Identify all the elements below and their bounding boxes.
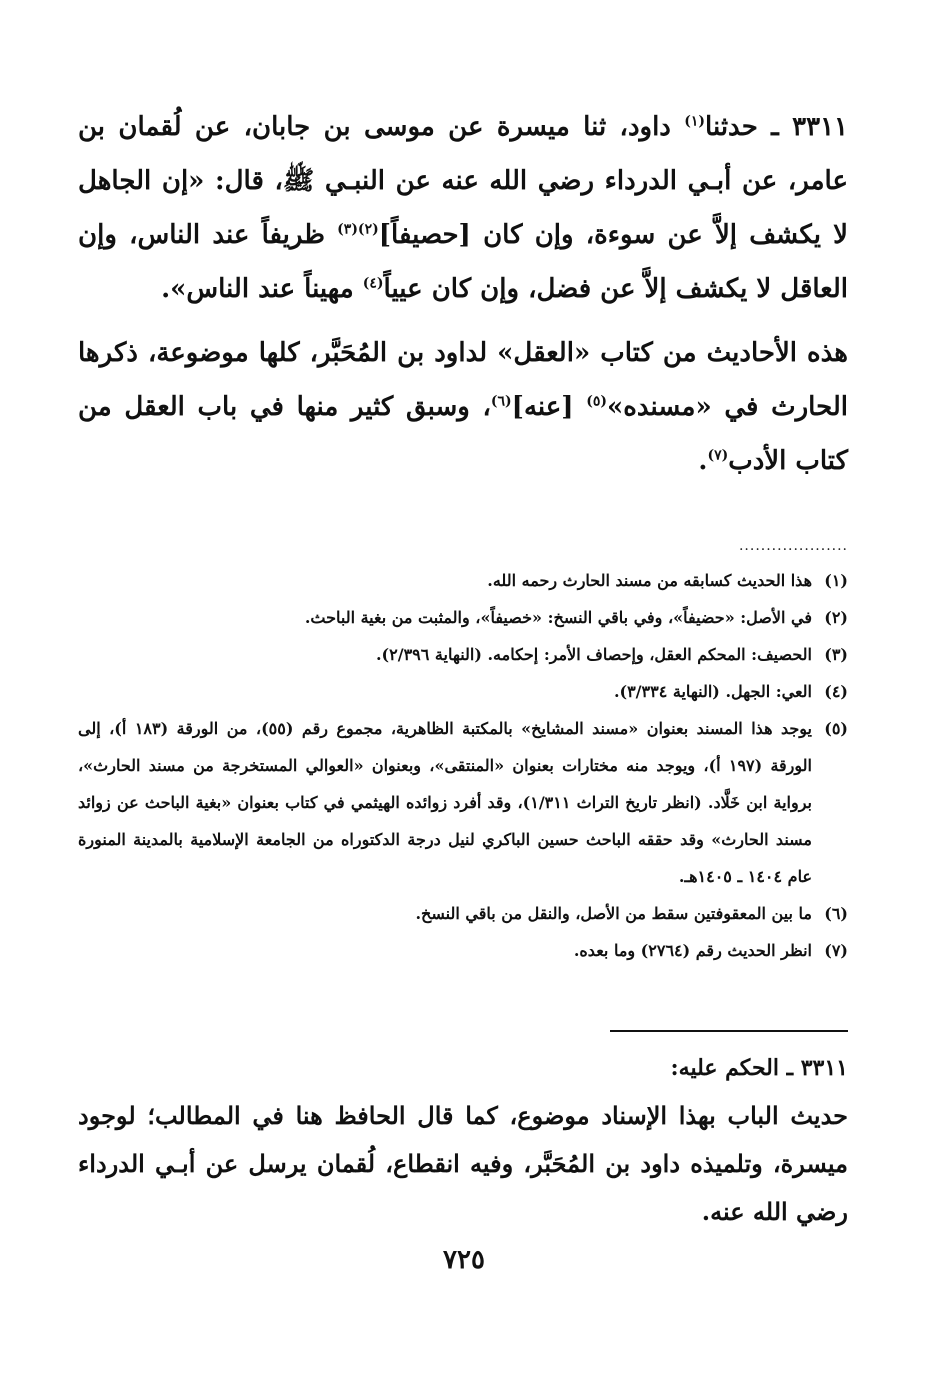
footnote-separator: .................... bbox=[738, 538, 848, 554]
hadith-text: مهيناً عند الناس». bbox=[161, 274, 363, 304]
footnote-item bbox=[78, 895, 848, 932]
footnote-number: (٣) bbox=[824, 645, 848, 664]
footnote-ref[interactable]: (٥) bbox=[586, 393, 607, 410]
footnote-ref[interactable]: (١) bbox=[684, 113, 706, 130]
footnote-text: في الأصل: «حضيفاً»، وفي باقي النسخ: «خصيفاً»، والمثبت من بغية الباحث. bbox=[304, 608, 812, 627]
main-text bbox=[78, 100, 848, 488]
footnote-ref[interactable]: (٧) bbox=[707, 447, 729, 464]
footnote-ref[interactable]: (٢)(٣) bbox=[337, 221, 379, 238]
footnote-item bbox=[78, 673, 848, 710]
footnote-item bbox=[78, 932, 848, 969]
commentary-text: . bbox=[698, 446, 708, 476]
footnote-text: الحصيف: المحكم العقل، وإحصاف الأمر: إحكامه. (النهاية ٢/٣٩٦). bbox=[375, 645, 812, 664]
footnote-number: (٤) bbox=[824, 682, 848, 701]
commentary-paragraph bbox=[78, 326, 848, 488]
footnote-ref[interactable]: (٤) bbox=[362, 275, 384, 292]
footnote-number: (٦) bbox=[824, 904, 848, 923]
hadith-text: ٣٣١١ ـ حدثنا bbox=[705, 112, 848, 142]
page-number: ٧٢٥ bbox=[443, 1245, 485, 1275]
footnote-text: يوجد هذا المسند بعنوان «مسند المشايخ» بالمكتبة الظاهرية، مجموع رقم (٥٥)، من الورقة (١٨٣ أ)، إلى الورقة (١٩٧ أ)، ويوجد منه مختارات بعنوان «المنتقى»، وبعنوان «العوالي المستخرجة من مسند الحارث»، برواية ابن خَلَّاد. (انظر تاريخ التراث ١/٣١١)، وقد أفرد زوائده الهيثمي في كتاب بعنوان «بغية الباحث عن زوائد مسند الحارث» وقد حققه الباحث حسين الباكري لنيل درجة الدكتوراه من الجامعة الإسلامية بالمدينة المنورة عام ١٤٠٤ ـ ١٤٠٥هـ. bbox=[78, 719, 813, 886]
footnotes bbox=[78, 562, 848, 969]
footnote-ref[interactable]: (٦) bbox=[490, 393, 512, 410]
footnote-text: هذا الحديث كسابقه من مسند الحارث رحمه الله. bbox=[487, 571, 812, 590]
footnote-text: العي: الجهل. (النهاية ٣/٣٣٤). bbox=[613, 682, 812, 701]
footnote-item bbox=[78, 636, 848, 673]
hadith-paragraph bbox=[78, 100, 848, 316]
footnote-text: انظر الحديث رقم (٢٧٦٤) وما بعده. bbox=[573, 941, 812, 960]
hadith-text: داود، ثنا ميسرة عن موسى بن جابان، عن لُقمان بن عامر، عن أبـي الدرداء رضي الله عنه عن النبـي ﷺ، قال: «إن الجاهل لا يكشف إلاَّ عن سوءة، وإن كان [حصيفاً] bbox=[78, 112, 848, 250]
footnote-item bbox=[78, 710, 848, 895]
footnote-number: (٢) bbox=[824, 608, 848, 627]
ruling-heading: ٣٣١١ ـ الحكم عليه: bbox=[670, 1055, 848, 1081]
ruling-body: حديث الباب بهذا الإسناد موضوع، كما قال الحافظ هنا في المطالب؛ لوجود ميسرة، وتلميذه داود بن المُحَبَّر، وفيه انقطاع، لُقمان يرسل عن أبـي الدرداء رضي الله عنه. bbox=[78, 1101, 849, 1226]
footnote-number: (١) bbox=[824, 571, 848, 590]
footnote-text: ما بين المعقوفتين سقط من الأصل، والنقل من باقي النسخ. bbox=[415, 904, 812, 923]
footnote-number: (٥) bbox=[824, 719, 848, 738]
footnote-item bbox=[78, 562, 848, 599]
footnote-item bbox=[78, 599, 848, 636]
commentary-text: [عنه] bbox=[511, 392, 587, 422]
commentary-text: ، وسبق كثير منها في باب العقل من كتاب الأدب bbox=[78, 392, 848, 476]
section-divider bbox=[610, 1030, 848, 1032]
hadith-text: ظريفاً عند الناس، وإن العاقل لا يكشف إلاَّ عن فضل، وإن كان عيياً bbox=[78, 220, 848, 304]
footnote-number: (٧) bbox=[824, 941, 848, 960]
commentary-text: هذه الأحاديث من كتاب «العقل» لداود بن المُحَبَّر، كلها موضوعة، ذكرها الحارث في «مسنده» bbox=[78, 338, 848, 422]
